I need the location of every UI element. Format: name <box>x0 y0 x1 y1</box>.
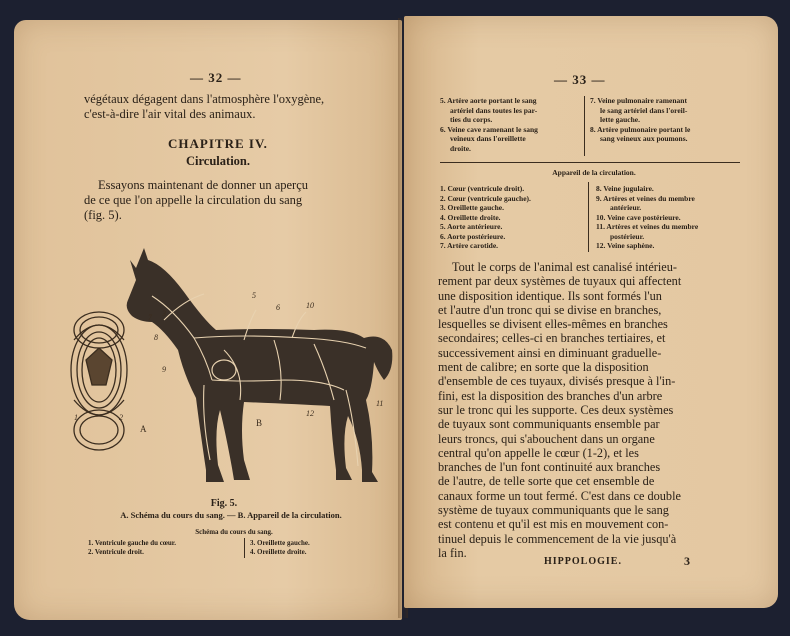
horse-circulation-figure <box>44 220 394 500</box>
legend-line: antérieur. <box>610 203 642 212</box>
top-rule <box>440 162 740 163</box>
body-line: sur le tronc qui les supporte. Ces deux systèmes <box>438 402 674 417</box>
body-line: de tuyaux sont communiquants ensemble par <box>438 417 660 432</box>
body-line: leurs troncs, qui s'abouchent dans un organe <box>438 431 655 446</box>
left-page-number: — 32 — <box>190 70 242 85</box>
legend-line: 8. Artère pulmonaire portant le <box>590 124 691 134</box>
schema-legend-left <box>88 539 238 557</box>
body-line: est contenu et qu'il est mis en mouvement con- <box>438 517 669 532</box>
legend-line: 3. Oreillette gauche. <box>440 203 505 212</box>
legend-line: 5. Aorte antérieure. <box>440 222 503 231</box>
legend-line: 7. Artère carotide. <box>440 241 499 250</box>
body-line: système de tuyaux communiquants que le sang <box>438 503 669 518</box>
legend-line: sang veineux aux poumons. <box>600 134 688 143</box>
figure-label-3: 3 <box>162 309 166 318</box>
appareil-title: Appareil de la circulation. <box>552 168 636 177</box>
figure-label-9: 9 <box>162 365 166 374</box>
body-line: d'ensemble de ces tuyaux, divisés presque à l'in- <box>438 374 676 389</box>
figure-label-5: 5 <box>252 291 256 300</box>
chapter-heading: CHAPITRE IV. <box>168 136 268 151</box>
legend-line: postérieur. <box>610 231 645 241</box>
body-line: secondaires; celles-ci en branches tertiaires, et <box>438 331 666 346</box>
legend-item: 2. Ventricule droit. <box>88 548 144 556</box>
figure-label-8: 8 <box>154 333 158 342</box>
figure-label-a: A <box>140 424 147 434</box>
top-legend-divider <box>584 96 585 156</box>
legend-line: droite. <box>450 143 471 153</box>
body-line: de l'autre, de telle sorte que cet ensemble de <box>438 474 655 489</box>
legend-line: 5. Artère aorte portant le sang <box>440 96 537 105</box>
body-line: canaux forme un tout fermé. C'est dans ce double <box>438 488 681 503</box>
left-intro-text <box>84 92 384 122</box>
legend-line: artériel dans toutes les par- <box>450 105 538 115</box>
legend-line: 6. Veine cave ramenant le sang <box>440 124 538 134</box>
right-body-text <box>438 260 750 560</box>
body-line: successivement ainsi en diminuant graduelle- <box>438 345 662 360</box>
heart-schema-a <box>71 312 127 450</box>
horse-silhouette <box>127 248 393 482</box>
legend-line: 12. Veine saphène. <box>596 241 655 250</box>
section-title: Circulation. <box>185 154 250 168</box>
left-page <box>14 20 402 620</box>
figure-label-10: 10 <box>306 301 314 310</box>
paragraph-line: de ce que l'on appelle la circulation du sang <box>84 193 303 207</box>
top-legend-left <box>440 96 580 153</box>
schema-label-2: 2 <box>119 413 123 422</box>
body-line: central qu'on appelle le cœur (1-2), et les <box>438 445 639 460</box>
legend-divider <box>244 538 245 558</box>
legend-line: 11. Artères et veines du membre <box>596 222 699 231</box>
body-line: la fin. <box>438 545 467 560</box>
legend-line: 1. Cœur (ventricule droit). <box>440 184 525 193</box>
body-line: tinuel depuis le commencement de la vie jusqu'à <box>438 531 677 546</box>
legend-line: veineux dans l'oreillette <box>450 134 526 143</box>
legend-line: le sang artériel dans l'oreil- <box>600 105 688 115</box>
figure-label-11: 11 <box>376 399 384 408</box>
intro-line: végétaux dégagent dans l'atmosphère l'oxygène, <box>84 92 325 106</box>
right-page <box>404 16 778 608</box>
legend-line: 4. Oreillette droite. <box>440 212 501 222</box>
legend-item: 4. Oreillette droite. <box>250 548 307 556</box>
legend-item: 1. Ventricule gauche du cœur. <box>88 539 177 547</box>
paragraph-line: Essayons maintenant de donner un aperçu <box>98 178 309 192</box>
legend-line: 2. Cœur (ventricule gauche). <box>440 193 531 203</box>
body-line: une disposition identique. Ils sont formés l'un <box>438 288 662 303</box>
body-line: rement par deux systèmes de tuyaux qui affectent <box>438 274 682 289</box>
figure-subcaption: A. Schéma du cours du sang. — B. Appareil de la circulation. <box>120 510 342 520</box>
legend-line: 6. Aorte postérieure. <box>440 231 506 241</box>
appareil-legend-left <box>440 184 590 251</box>
legend-line: 8. Veine jugulaire. <box>596 184 654 193</box>
body-line: branches de l'un font continuité aux branches <box>438 460 661 475</box>
footer-number: 3 <box>684 554 690 568</box>
top-legend-right <box>590 96 740 144</box>
figure-caption: Fig. 5. <box>210 498 238 509</box>
appareil-legend-right <box>596 184 746 251</box>
body-line: Tout le corps de l'animal est canalisé intérieu- <box>452 260 678 274</box>
appareil-divider <box>588 182 589 252</box>
legend-item: 3. Oreillette gauche. <box>250 539 310 547</box>
figure-label-6: 6 <box>276 303 280 312</box>
legend-line: 7. Veine pulmonaire ramenant <box>590 96 687 105</box>
body-line: lesquelles se divisent elles-mêmes en branches <box>438 317 668 332</box>
legend-line: 10. Veine cave postérieure. <box>596 212 681 222</box>
schema-title: Schéma du cours du sang. <box>195 528 273 536</box>
body-line: ment de calibre; en sorte que la disposition <box>438 360 649 375</box>
body-line: et l'autre d'un tronc qui se divise en branches, <box>438 302 662 317</box>
figure-label-7: 7 <box>148 313 152 322</box>
open-book <box>14 14 780 620</box>
schema-legend-right <box>250 539 370 557</box>
figure-label-b: B <box>256 418 263 428</box>
footer-title: HIPPOLOGIE. <box>544 556 622 567</box>
right-page-number: — 33 — <box>554 72 606 87</box>
legend-line: ties du corps. <box>450 115 493 124</box>
figure-label-12: 12 <box>306 409 314 418</box>
body-line: fini, est la disposition des branches d'un arbre <box>438 388 663 403</box>
legend-line: 9. Artères et veines du membre <box>596 193 695 203</box>
paragraph-line: (fig. 5). <box>84 208 122 222</box>
schema-label-1: 1 <box>74 413 78 422</box>
left-paragraph <box>84 178 384 223</box>
intro-line: c'est-à-dire l'air vital des animaux. <box>84 107 256 121</box>
legend-line: lette gauche. <box>600 115 640 124</box>
